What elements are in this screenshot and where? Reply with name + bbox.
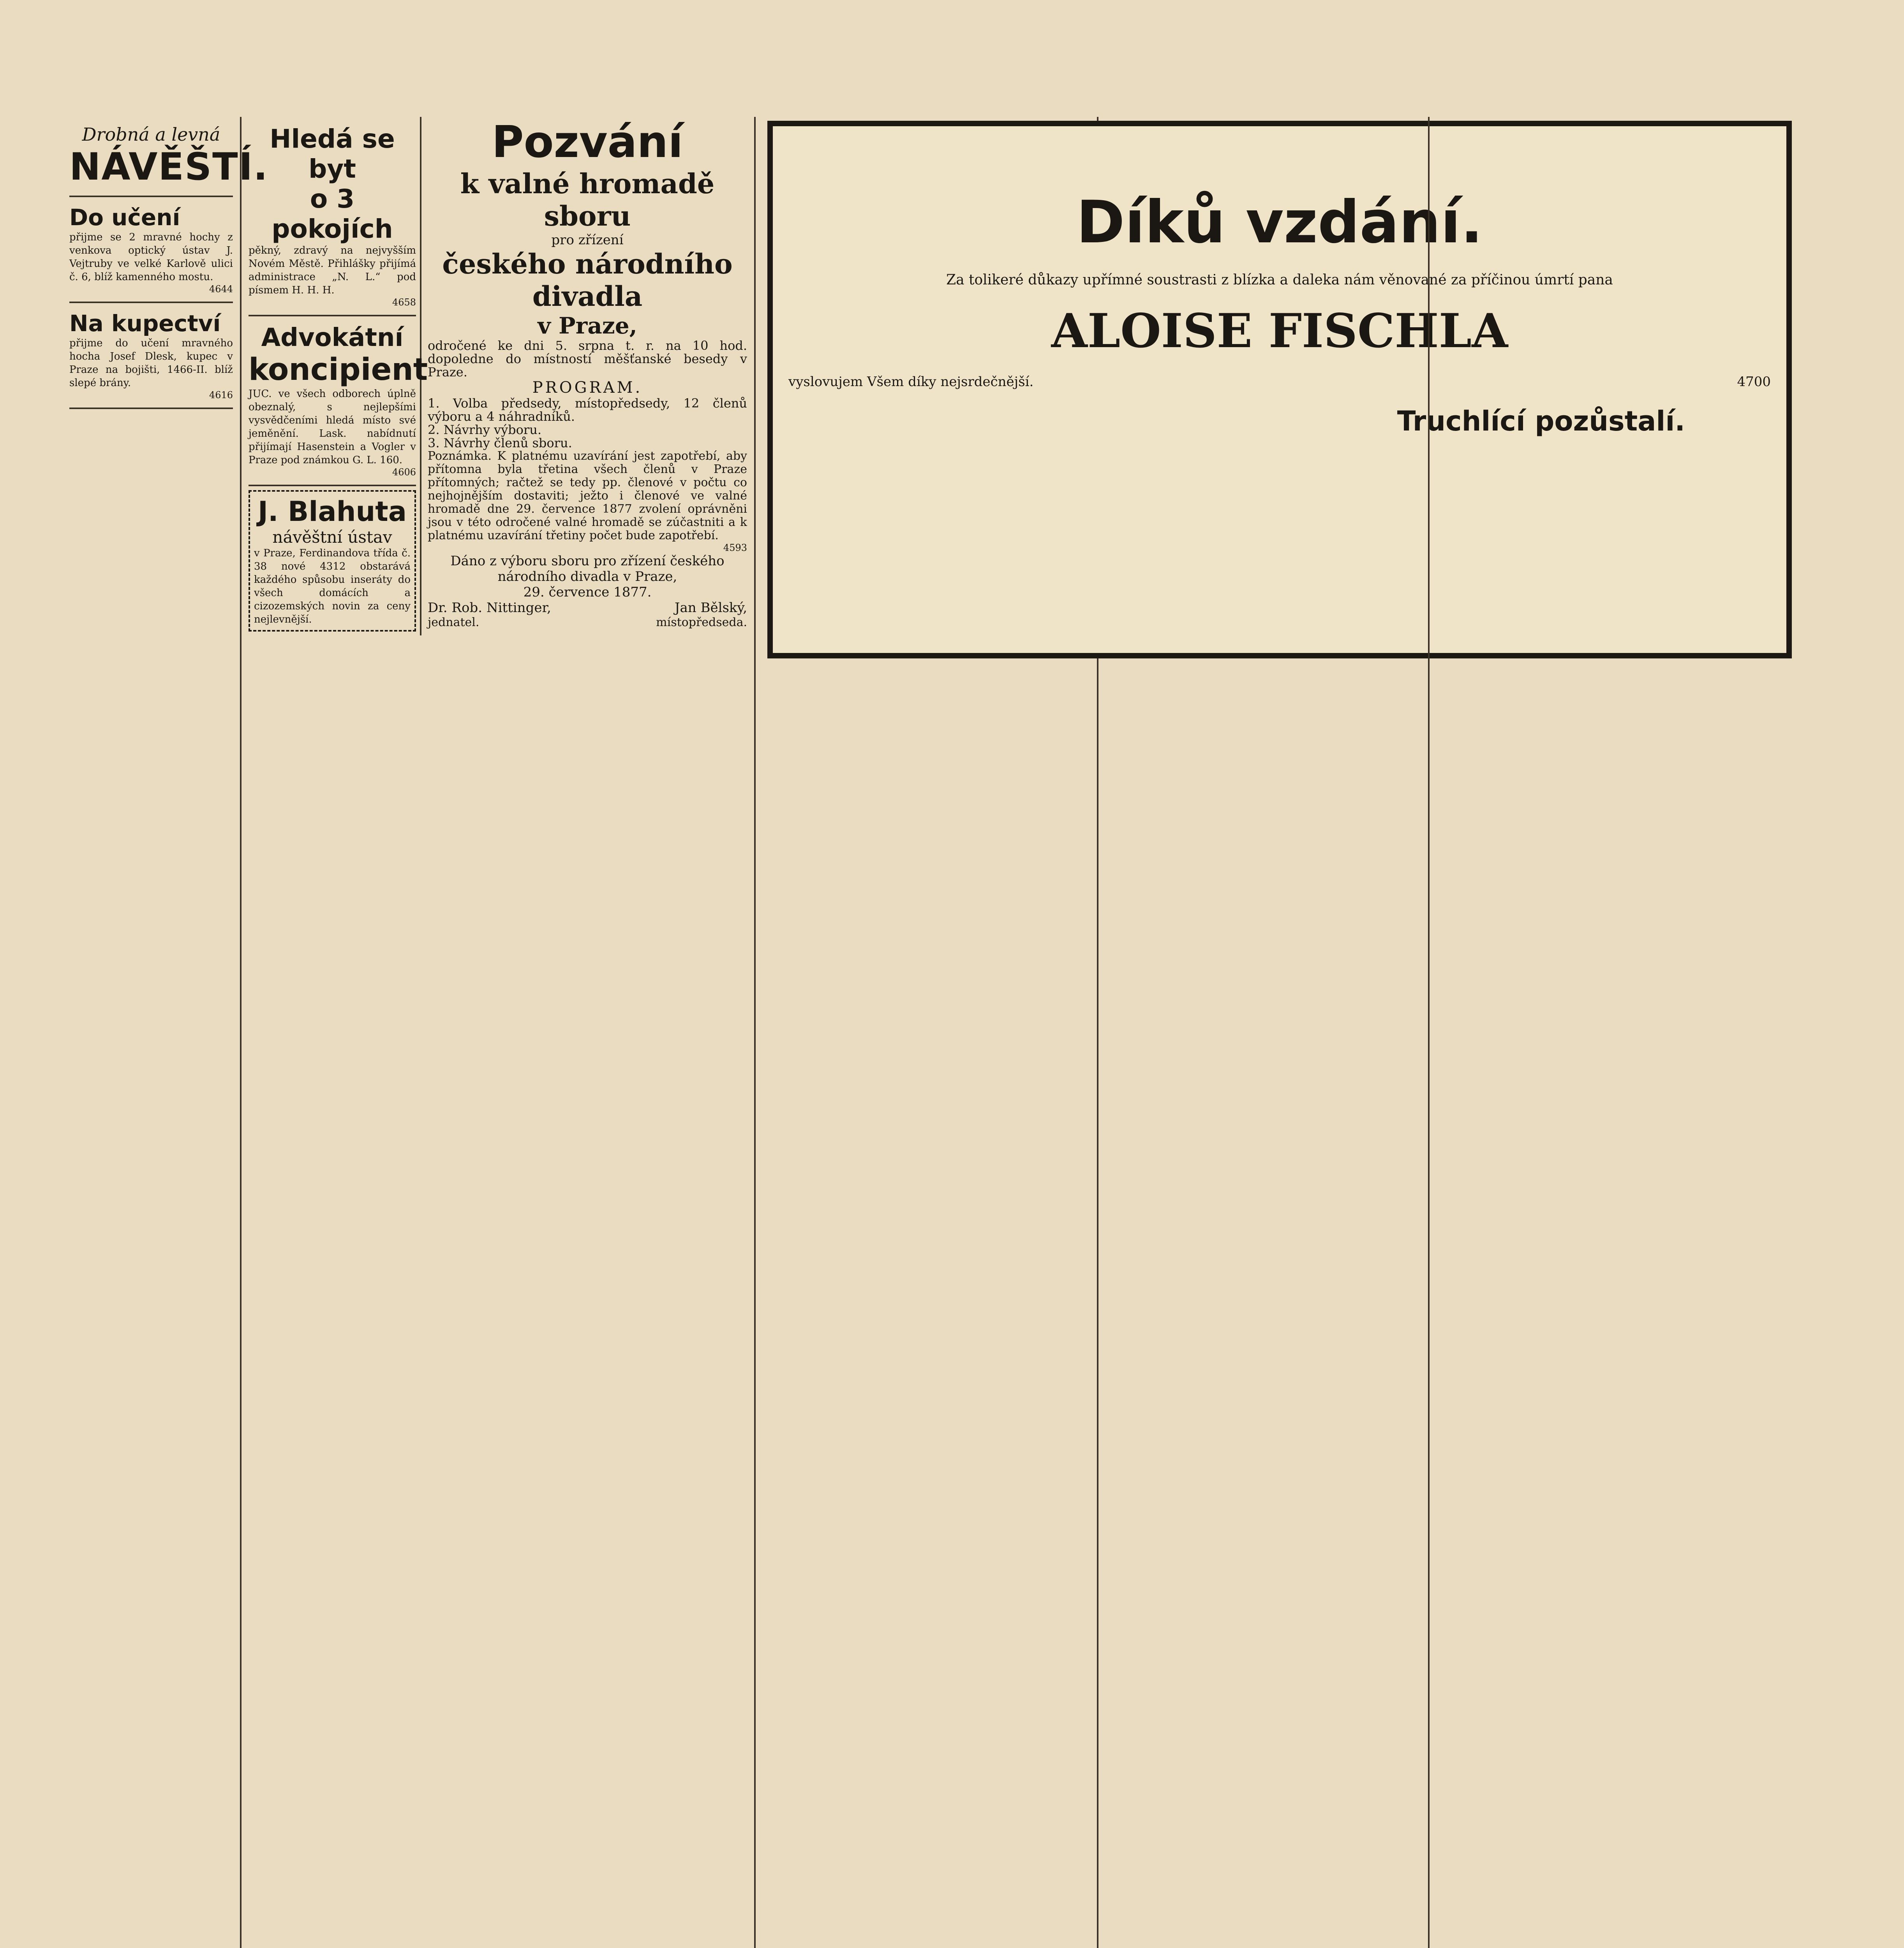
ad-kupectvi: [69, 303, 233, 409]
column-1: [62, 117, 268, 1948]
hleda-title: Hledá se byt: [270, 124, 395, 184]
col2-left-ads: [249, 117, 428, 635]
pozvani-date: 29. července 1877.: [523, 584, 652, 600]
ad-blahuta: [249, 490, 416, 632]
do-uceni-num: 4644: [209, 284, 233, 295]
ad-do-uceni: [69, 197, 233, 303]
pozvani-roles: [428, 616, 747, 629]
advokatni-title: Advokátní: [261, 323, 404, 352]
diky-title: Díků vzdání.: [1076, 189, 1483, 256]
blahuta-text: v Praze, Ferdinandova třída č. 38 nové 4312 obstarává každého spůsobu inseráty do všech domácích a cizozemských novin za ceny nejlevnější.: [254, 547, 411, 625]
sign1: Dr. Rob. Nittinger,: [428, 600, 551, 616]
hleda-num: 4658: [392, 297, 416, 308]
sign1-role: jednatel.: [428, 616, 480, 629]
hleda-title2: o 3 pokojích: [271, 184, 393, 244]
diky-thanks: vyslovujem Všem díky nejsrdečnější.: [788, 374, 1034, 390]
do-uceni-text: přijme se 2 mravné hochy z venkova optický ústav J. Vejtruby ve velké Karlově ulici č. 6, blíž kamenného mostu.: [69, 231, 233, 283]
advokatni-text: JUC. ve všech odborech úplně obeznalý, s nejlepšími vysvědčeními hledá místo své jeměnění. Lask. nabídnutí přijímají Hasenstein a Vogler v Praze pod známkou G. L. 160.: [249, 388, 416, 466]
pozvani-closing: Dáno z výboru sboru pro zřízení českého národního divadla v Praze,: [450, 553, 725, 584]
pozvani-subtitle: k valné hromadě sboru: [460, 168, 715, 232]
program-item: 2. Návrhy výboru.: [428, 422, 541, 437]
do-uceni-title: Do učení: [69, 204, 180, 231]
col2-top: [249, 117, 747, 635]
pozvani-num: 4593: [723, 542, 747, 553]
pozvani-city: v Praze,: [538, 312, 637, 339]
column-2: [242, 117, 756, 1948]
sign2-role: místopředseda.: [656, 616, 747, 629]
ad-hleda-se: [249, 117, 416, 316]
drobna-subtitle: NÁVĚŠTÍ.: [69, 145, 268, 189]
drobna-title: Drobná a levná: [82, 124, 220, 145]
ad-drobna: [69, 117, 268, 197]
advokatni-title2: koncipient: [249, 352, 428, 387]
column-4: [1098, 117, 1430, 1948]
program-item: 1. Volba předsedy, místopředsedy, 12 členů výboru a 4 náhradníků.: [428, 396, 747, 424]
pozvani-title3: českého národního divadla: [442, 248, 733, 312]
pozvani-title: Pozvání: [492, 117, 683, 168]
pozvani-when: odročené ke dni 5. srpna t. r. na 10 hod. dopoledne do místností měšťanské besedy v Praze.: [428, 338, 747, 379]
diky-text: Za tolikeré důkazy upřímné soustrasti z blízka a daleka nám věnované za příčinou úmrtí pana: [946, 272, 1613, 288]
diky-num: 4700: [1737, 374, 1771, 390]
advokatni-num: 4606: [392, 467, 416, 478]
kupectvi-num: 4616: [209, 390, 233, 401]
blahuta-subtitle: návěštní ústav: [272, 528, 392, 547]
pozvani-note: Poznámka. K platnému uzavírání jest zapotřebí, aby přítomna byla třetina všech členů v Praze přítomných; račtež se tedy pp. členové v počtu co nejhojnějším dostaviti; ježto i členové ve valné hromadě dne 29. července 1877 zvolení oprávněni jsou v této odročené valné hromadě se zúčastniti a k platnému uzavírání třetiny počet bude zapotřebí.: [428, 449, 747, 542]
blahuta-title: J. Blahuta: [258, 496, 407, 528]
diky-name: ALOISE FISCHLA: [1051, 303, 1508, 358]
hleda-text: pěkný, zdravý na nejvyšším Novém Městě. Přihlášky přijímá administrace „N. L.“ pod písmem H. H. H.: [249, 245, 416, 296]
kupectvi-text: přijme do učení mravného hocha Josef Dlesk, kupec v Praze na bojišti, 1466-II. blíž slepé brány.: [69, 337, 233, 389]
sign2: Jan Bělský,: [674, 600, 747, 616]
program-item: 3. Návrhy členů sboru.: [428, 436, 572, 450]
pozvani-pro: pro zřízení: [551, 232, 624, 248]
column-5: [1430, 117, 1796, 1948]
kupectvi-title: Na kupectví: [69, 310, 221, 337]
pozvani-program-title: PROGRAM.: [532, 379, 643, 397]
ad-pozvani: [421, 117, 747, 635]
diky-sign: Truchlící pozůstalí.: [1397, 405, 1685, 437]
pozvani-signatures: [428, 600, 747, 616]
ad-advokatni: [249, 316, 428, 486]
